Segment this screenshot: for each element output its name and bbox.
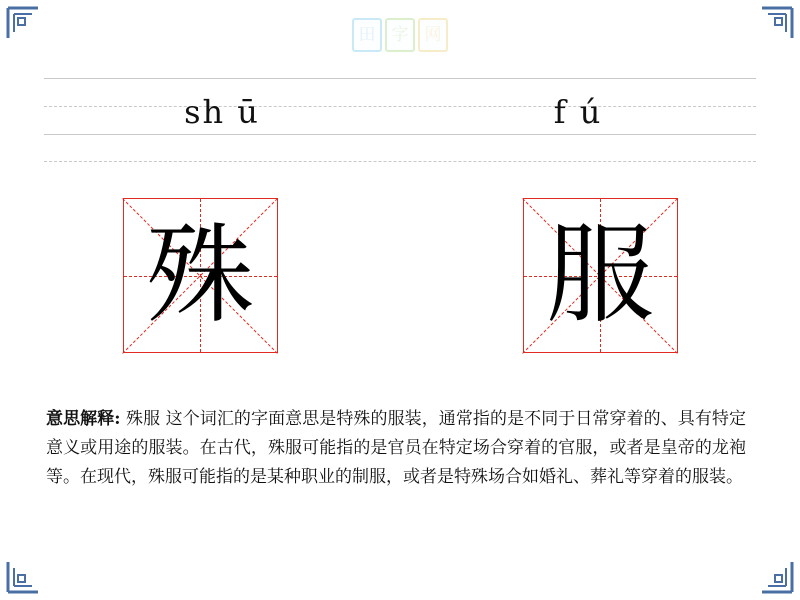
pinyin-right: f ú — [553, 93, 603, 131]
explanation-paragraph — [46, 405, 746, 493]
watermark-box-3: 网 — [418, 18, 448, 52]
corner-ornament-top-left-icon — [6, 6, 40, 40]
character-cell-left — [0, 198, 400, 353]
character-cell-right — [400, 198, 800, 353]
corner-ornament-top-right-icon — [760, 6, 794, 40]
watermark-logo — [352, 18, 448, 52]
watermark-box-2: 字 — [385, 18, 415, 52]
character-row — [0, 198, 800, 353]
watermark-box-1: 田 — [352, 18, 382, 52]
pinyin-row — [44, 78, 756, 162]
pinyin-left: sh ū — [184, 93, 260, 131]
corner-ornament-bottom-left-icon — [6, 560, 40, 594]
character-glyph-left: 殊 — [145, 212, 254, 338]
explanation-label: 意思解释: — [46, 409, 121, 429]
explanation-text: 殊服 这个词汇的字面意思是特殊的服装，通常指的是不同于日常穿着的、具有特定意义或用途的服装。在古代，殊服可能指的是官员在特定场合穿着的官服，或者是皇帝的龙袍等。在现代，殊服可能指的是某种职业的制服，或者是特殊场合如婚礼、葬礼等穿着的服装。 — [46, 409, 746, 488]
tianzige-grid-right — [523, 198, 678, 353]
corner-ornament-bottom-right-icon — [760, 560, 794, 594]
tianzige-grid-left — [123, 198, 278, 353]
character-glyph-right: 服 — [545, 212, 654, 338]
pinyin-ruled-block — [44, 78, 756, 162]
